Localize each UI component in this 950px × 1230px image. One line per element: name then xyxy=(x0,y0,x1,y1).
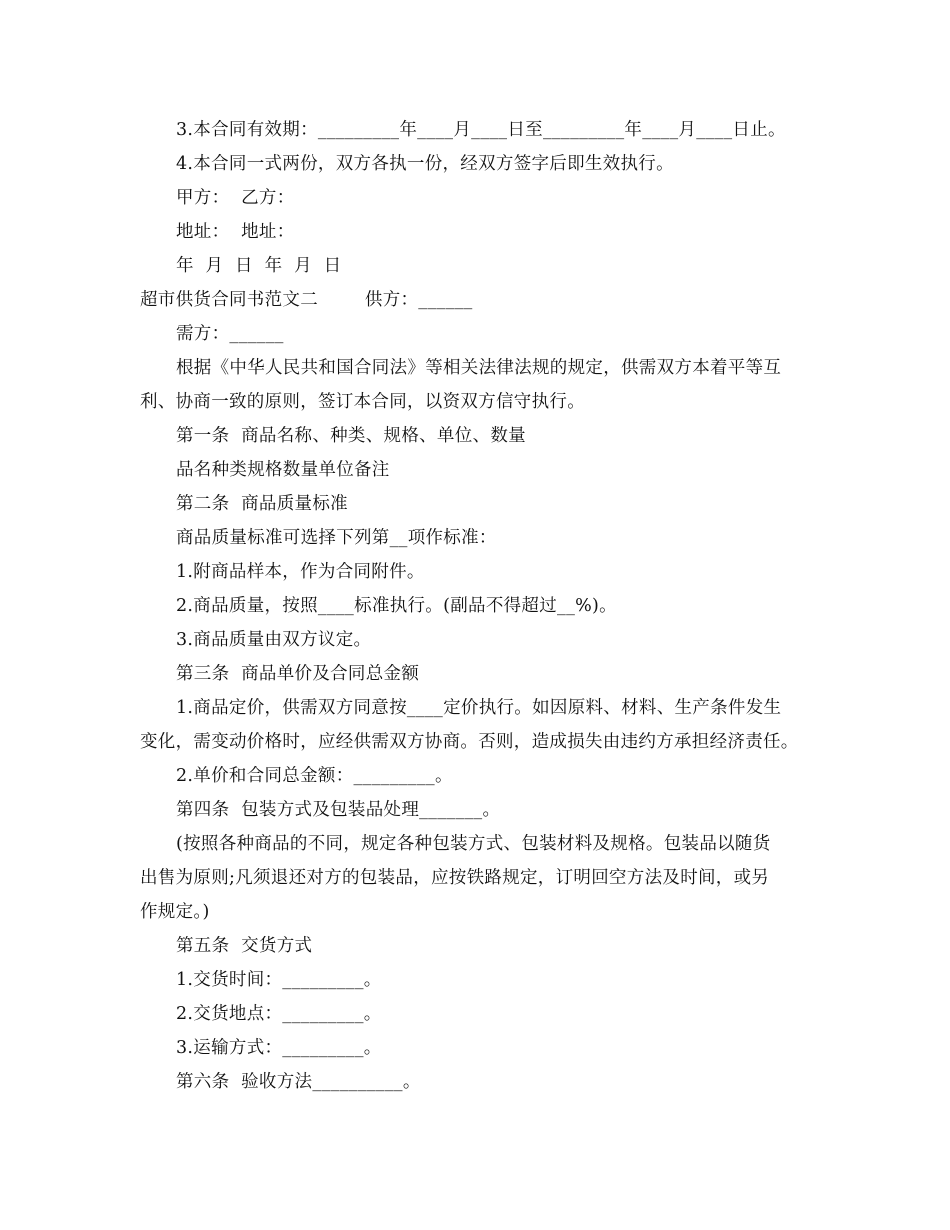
line-text: (按照各种商品的不同，规定各种包装方式、包装材料及规格。包装品以随货 xyxy=(176,834,771,854)
article-3-item-1-line-1 xyxy=(176,697,781,719)
line-text: 第二条 商品质量标准 xyxy=(176,494,348,514)
line-text: 出售为原则;凡须退还对方的包装品，应按铁路规定，订明回空方法及时间，或另 xyxy=(140,868,770,888)
article-6-heading xyxy=(176,1071,421,1093)
line-text: 品名种类规格数量单位备注 xyxy=(176,460,390,480)
article-5-item-1 xyxy=(176,969,382,991)
line-text: 第三条 商品单价及合同总金额 xyxy=(176,664,420,684)
line-text: 作规定。) xyxy=(140,902,210,922)
line-text: 3.本合同有效期：_________年____月____日至_________年____月____日止。 xyxy=(176,120,786,140)
article-2-intro xyxy=(176,527,497,549)
line-text: 根据《中华人民共和国合同法》等相关法律法规的规定，供需双方本着平等互 xyxy=(176,358,782,378)
line-text: 2.单价和合同总金额：_________。 xyxy=(176,766,453,786)
line-text: 第四条 包装方式及包装品处理_______。 xyxy=(176,800,501,820)
line-text: 第一条 商品名称、种类、规格、单位、数量 xyxy=(176,426,526,446)
article-4-note-line-2 xyxy=(140,867,769,889)
buyer-line xyxy=(176,323,284,345)
article-1-heading xyxy=(176,425,526,447)
article-3-heading xyxy=(176,663,419,685)
preamble-line-2 xyxy=(140,391,585,413)
line-text: 2.商品质量，按照____标准执行。(副品不得超过__%)。 xyxy=(176,596,617,616)
article-2-item-2 xyxy=(176,595,617,617)
article-5-item-2 xyxy=(176,1003,382,1025)
line-text: 4.本合同一式两份，双方各执一份，经双方签字后即生效执行。 xyxy=(176,154,674,174)
section-heading-supplier xyxy=(140,289,473,311)
line-text: 第六条 验收方法__________。 xyxy=(176,1072,421,1092)
line-text: 年 月 日 年 月 日 xyxy=(176,256,342,276)
preamble-line-1 xyxy=(176,357,781,379)
line-text: 1.附商品样本，作为合同附件。 xyxy=(176,562,425,582)
line-text: 1.商品定价，供需双方同意按____定价执行。如因原料、材料、生产条件发生 xyxy=(176,698,782,718)
line-text: 1.交货时间：_________。 xyxy=(176,970,382,990)
line-text: 超市供货合同书范文二 供方：______ xyxy=(140,290,473,310)
article-4-note-line-1 xyxy=(176,833,771,855)
article-3-item-1-line-2 xyxy=(140,731,799,753)
line-text: 变化，需变动价格时，应经供需双方协商。否则，造成损失由违约方承担经济责任。 xyxy=(140,732,799,752)
party-names xyxy=(176,187,295,209)
article-5-item-3 xyxy=(176,1037,382,1059)
article-1-columns xyxy=(176,459,390,481)
signature-dates xyxy=(176,255,341,277)
article-2-item-1 xyxy=(176,561,425,583)
line-text: 需方：______ xyxy=(176,324,284,344)
article-2-item-3 xyxy=(176,629,371,651)
line-text: 利、协商一致的原则，签订本合同，以资双方信守执行。 xyxy=(140,392,585,412)
line-text: 3.商品质量由双方议定。 xyxy=(176,630,372,650)
article-4-heading xyxy=(176,799,500,821)
article-2-heading xyxy=(176,493,348,515)
clause-copies xyxy=(176,153,674,175)
line-text: 地址： 地址： xyxy=(176,222,295,242)
line-text: 2.交货地点：_________。 xyxy=(176,1004,382,1024)
clause-validity-period xyxy=(176,119,786,141)
line-text: 商品质量标准可选择下列第__项作标准： xyxy=(176,528,497,548)
line-text: 3.运输方式：_________。 xyxy=(176,1038,382,1058)
article-3-item-2 xyxy=(176,765,453,787)
party-addresses xyxy=(176,221,295,243)
article-4-note-line-3 xyxy=(140,901,210,923)
article-5-heading xyxy=(176,935,312,957)
line-text: 第五条 交货方式 xyxy=(176,936,313,956)
line-text: 甲方： 乙方： xyxy=(176,188,295,208)
